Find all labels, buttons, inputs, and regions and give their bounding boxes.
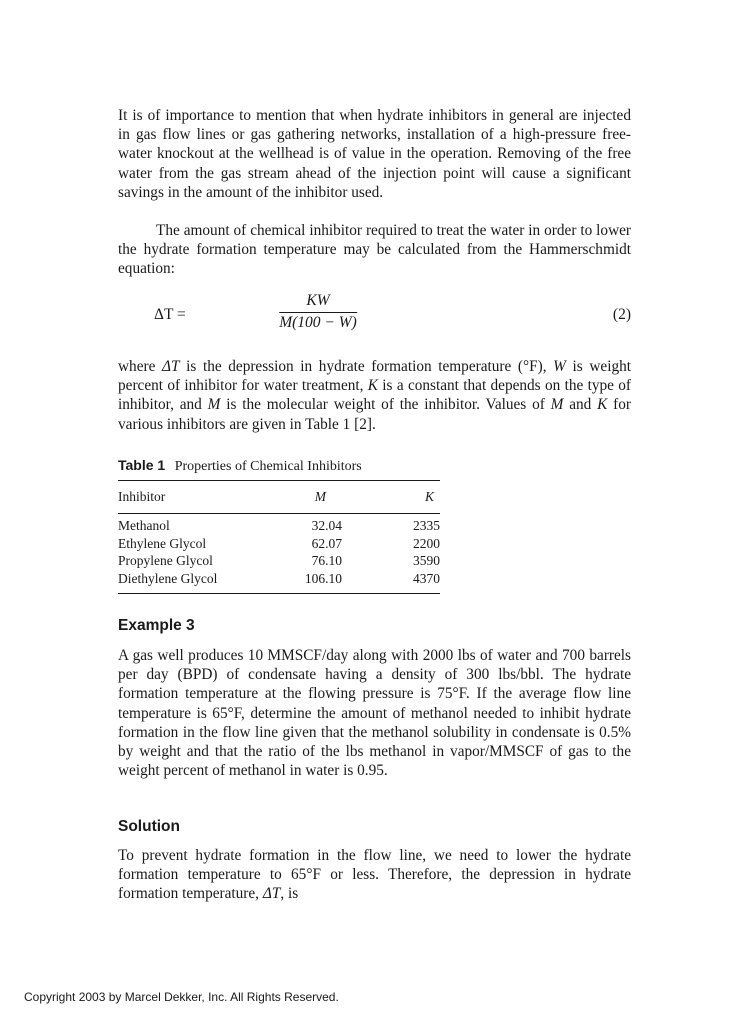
table-row xyxy=(118,517,440,535)
table-header xyxy=(118,489,440,507)
definitions-text-1: where xyxy=(118,358,162,375)
definitions-paragraph xyxy=(118,357,631,434)
cell-k: 4370 xyxy=(413,570,440,586)
solution-paragraph xyxy=(118,846,631,904)
header-k: K xyxy=(424,489,434,504)
cell-k: 3590 xyxy=(413,553,440,569)
var-delta-t: ΔT xyxy=(162,358,180,375)
intro-paragraph: It is of importance to mention that when hydrate inhibitors in general are injected in gas flow lines or gas gathering networks, installation of a high-pressure free-water knockout at the wellhead is of value in the operation. Removing of the free water from the gas stream ahead of the injection point will cause a significant savings in the amount of the inhibitor used. xyxy=(118,107,631,201)
equation-numerator: KW xyxy=(279,292,357,313)
example-paragraph: A gas well produces 10 MMSCF/day along with 2000 lbs of water and 700 barrels per day (BPD) of condensate having a density of 300 lbs/bbl. The hydrate formation temperature at the flowing pressure is 75°F. If the average flow line temperature is 65°F, determine the amount of methanol needed to inhibit hydrate formation in the flow line given that the methanol solubility in condensate is 0.5% by weight and that the ratio of the lbs methanol in vapor/MMSCF of gas to the weight percent of methanol in water is 0.95. xyxy=(118,647,631,780)
table-top-rule xyxy=(118,480,440,481)
table-row xyxy=(118,535,440,553)
solution-heading: Solution xyxy=(118,818,180,835)
definitions-text-4: is a constant that depends on the type of inhibitor, and xyxy=(118,377,631,414)
solution-text-1: To prevent hydrate formation in the flow line, we need to lower the hydrate formation temperature to 65°F or less. Therefore, the depression in hydrate formation temperature, xyxy=(118,847,631,903)
cell-inhibitor: Diethylene Glycol xyxy=(118,570,218,586)
definitions-text-3: is weight percent of inhibitor for water treatment, xyxy=(118,358,631,395)
equation-number: (2) xyxy=(612,306,631,323)
header-m: M xyxy=(314,489,326,504)
equation-lhs: ΔT = xyxy=(154,306,186,323)
cell-inhibitor: Ethylene Glycol xyxy=(118,535,207,551)
cell-m: 32.04 xyxy=(311,518,342,533)
definitions-text-6: and xyxy=(563,396,598,414)
table-caption-text: Properties of Chemical Inhibitors xyxy=(174,459,362,474)
table-label: Table 1 xyxy=(118,457,166,473)
equation-fraction xyxy=(279,292,357,332)
equation-denominator: M(100 − W) xyxy=(279,314,357,331)
copyright-footer: Copyright 2003 by Marcel Dekker, Inc. All Rights Reserved. xyxy=(24,990,339,1004)
example-heading: Example 3 xyxy=(118,617,195,634)
cell-k: 2335 xyxy=(413,518,440,533)
hammerschmidt-equation xyxy=(118,292,631,342)
table-bottom-rule xyxy=(118,593,440,594)
cell-k: 2200 xyxy=(413,535,440,551)
hammerschmidt-paragraph: The amount of chemical inhibitor required to treat the water in order to lower the hydrate formation temperature may be calculated from the Hammerschmidt equation: xyxy=(118,222,631,278)
table-row xyxy=(118,570,440,588)
cell-inhibitor: Propylene Glycol xyxy=(118,553,213,569)
table-row xyxy=(118,552,440,570)
var-k: K xyxy=(367,377,378,395)
var-m: M xyxy=(207,396,221,414)
table-header-rule xyxy=(118,513,440,514)
table-body xyxy=(118,517,440,587)
definitions-text-2: is the depression in hydrate formation temperature (°F), xyxy=(179,358,554,375)
cell-m: 106.10 xyxy=(304,570,342,586)
var-m-2: M xyxy=(550,396,564,414)
solution-text-2: , is xyxy=(280,885,299,903)
var-k-2: K xyxy=(597,396,608,414)
table-caption xyxy=(118,457,362,475)
definitions-text-5: is the molecular weight of the inhibitor. Values of xyxy=(220,396,551,414)
cell-m: 76.10 xyxy=(311,553,342,569)
header-inhibitor: Inhibitor xyxy=(118,489,166,504)
definitions-text-7: for various inhibitors are given in Table 1 [2]. xyxy=(118,396,631,433)
table-header-row xyxy=(118,489,440,507)
var-delta-t-solution: ΔT xyxy=(262,885,281,903)
cell-inhibitor: Methanol xyxy=(118,518,170,533)
cell-m: 62.07 xyxy=(311,535,342,551)
var-w: W xyxy=(553,358,566,375)
